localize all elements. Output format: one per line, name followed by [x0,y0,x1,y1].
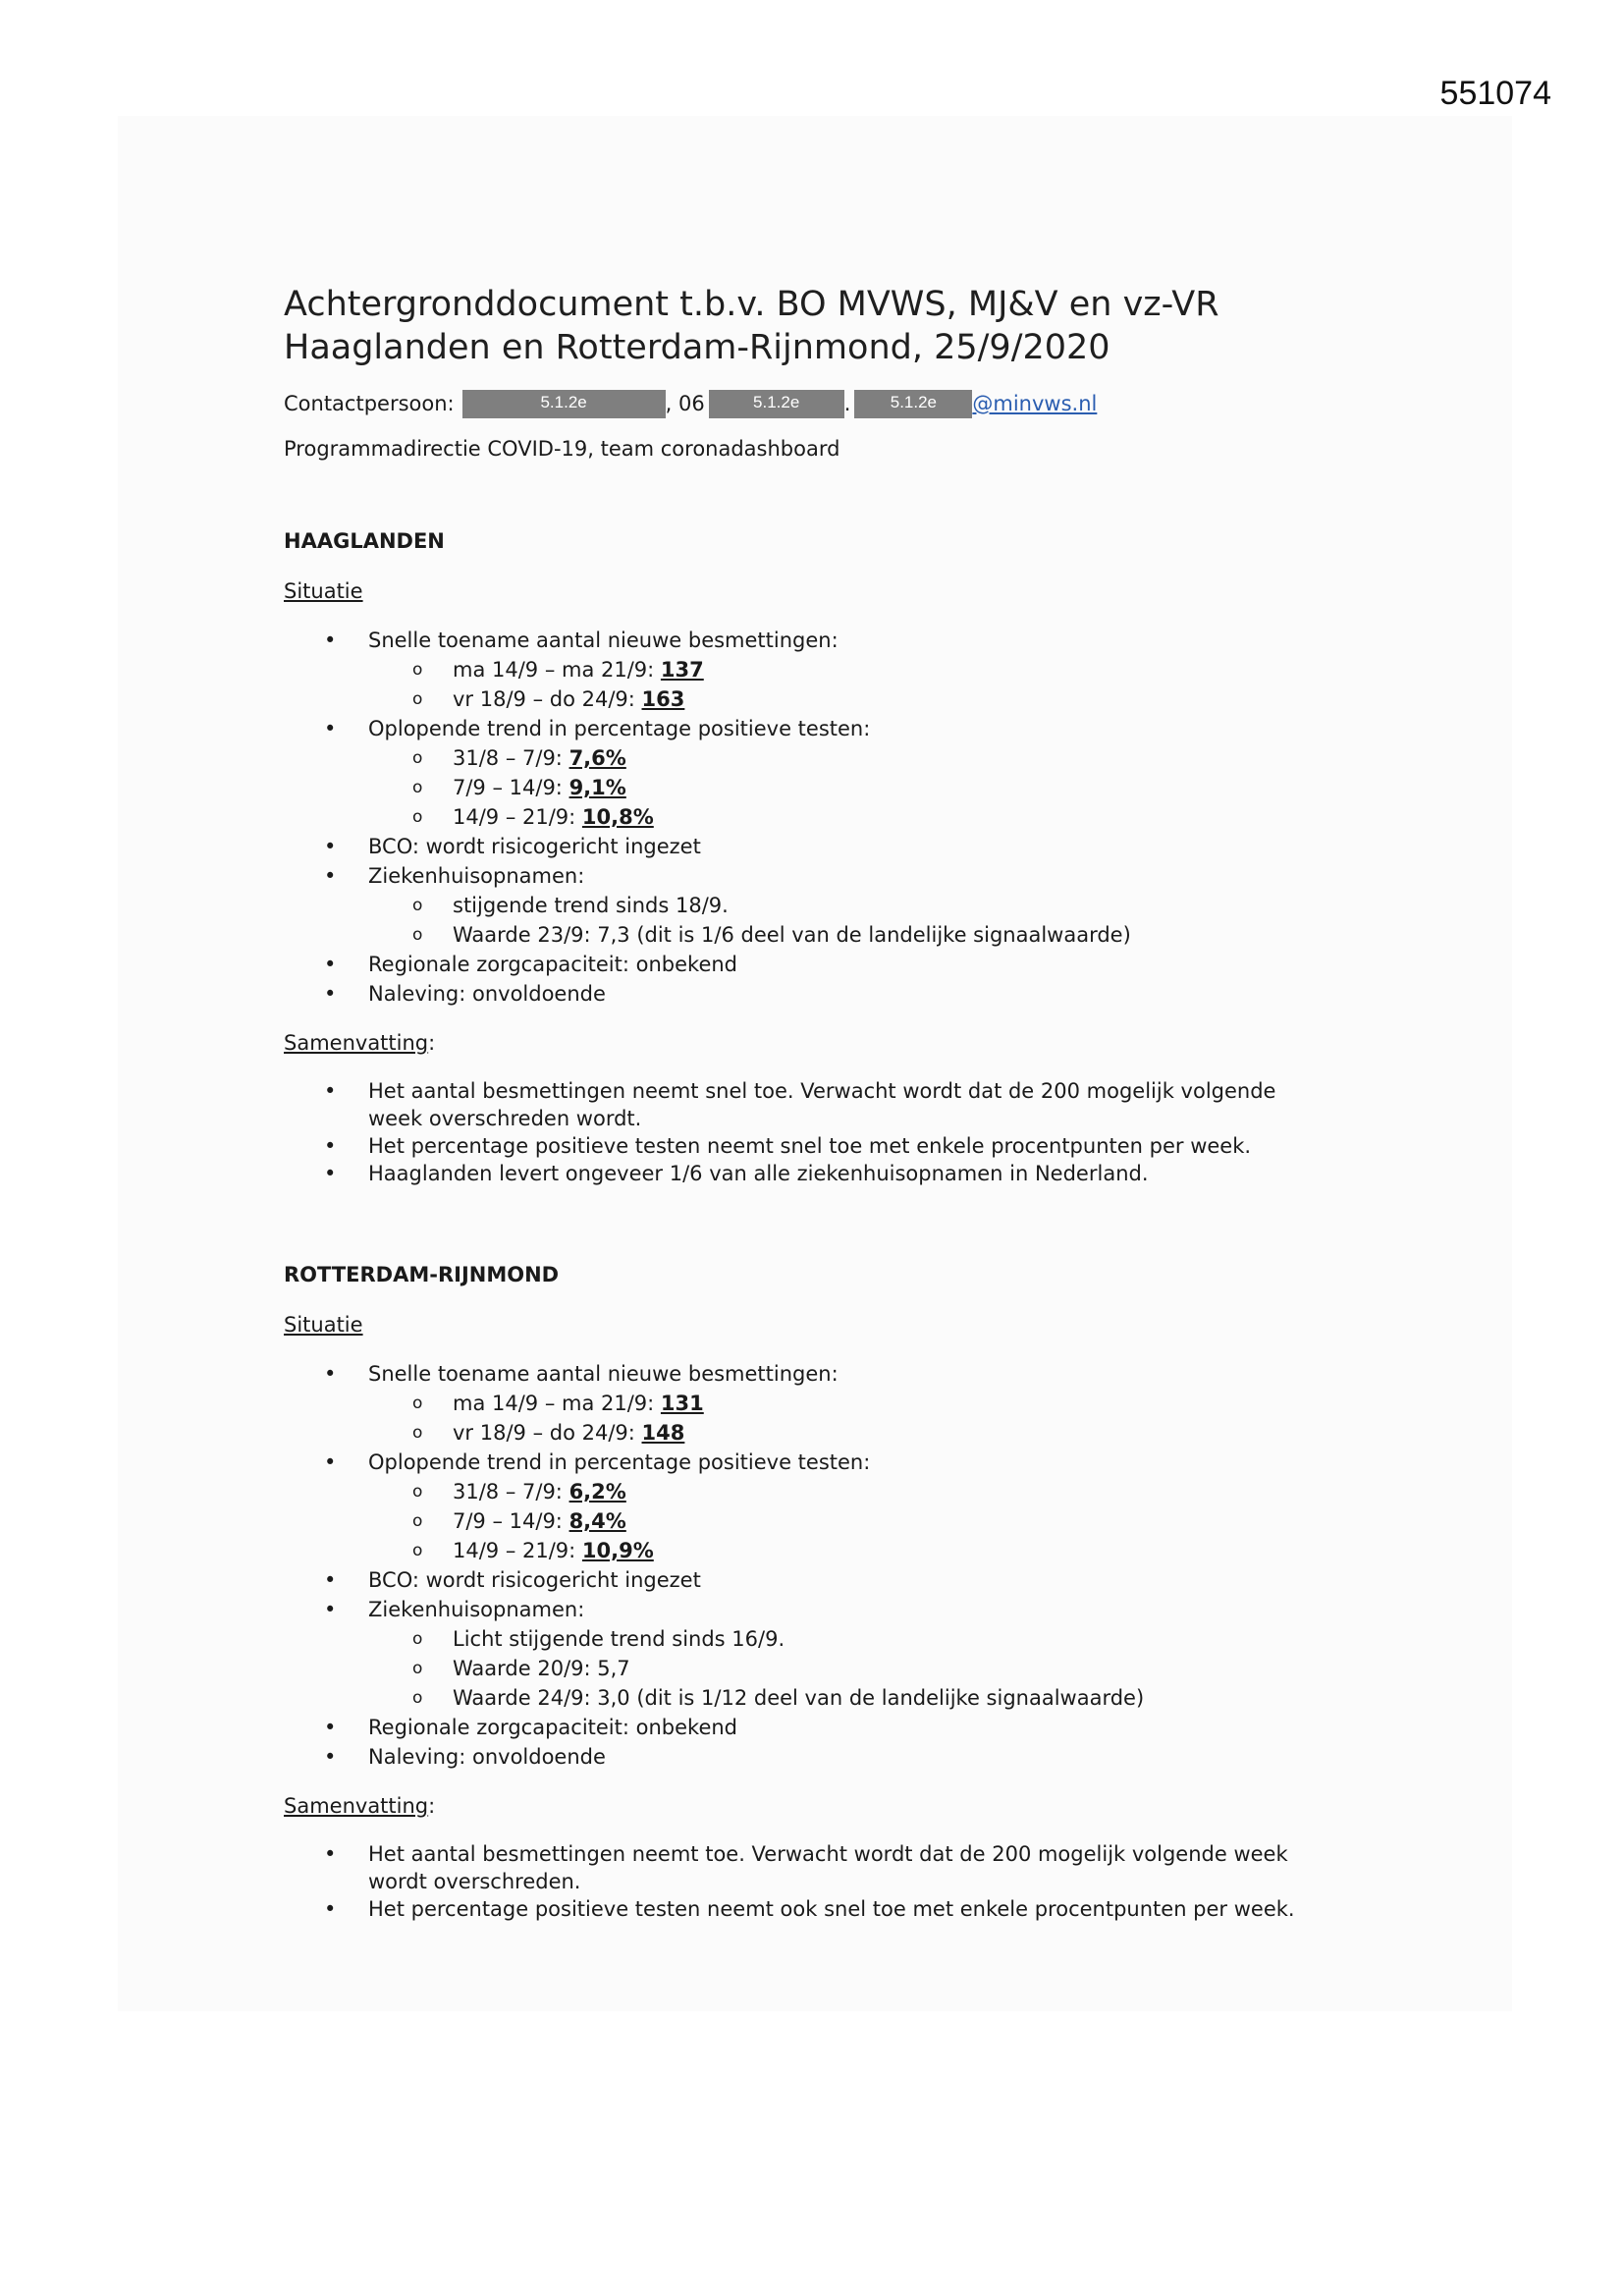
document-header [284,283,1364,464]
value: 10,9% [581,1539,654,1562]
samenvatting-heading: Samenvatting: [284,1031,436,1055]
list-item: • BCO: wordt risicogericht ingezet [324,835,701,858]
email-link[interactable]: @minvws.nl [972,392,1098,415]
list-item: • Naleving: onvoldoende [324,982,606,1006]
list-item: o 31/8 – 7/9: 6,2% [412,1480,626,1503]
list-item: • BCO: wordt risicogericht ingezet [324,1568,701,1592]
document-number: 551074 [1439,75,1551,112]
value: 148 [641,1421,685,1445]
document-title [284,283,1364,369]
program-line: Programmadirectie COVID-19, team coronadashboard [284,437,840,461]
situatie-heading: Situatie [284,579,363,603]
list-item: o Waarde 20/9: 5,7 [412,1657,630,1680]
list-item: o ma 14/9 – ma 21/9: 131 [412,1392,704,1415]
summary-list [284,1077,1315,1187]
situatie-list [284,1359,1364,1772]
list-item: • Regionale zorgcapaciteit: onbekend [324,1716,738,1739]
value: 131 [660,1392,704,1415]
list-item: • Haaglanden levert ongeveer 1/6 van alle ziekenhuisopnamen in Nederland. [324,1162,1149,1185]
value: 9,1% [568,776,626,799]
value: 10,8% [581,805,654,829]
situatie-heading: Situatie [284,1313,363,1337]
situatie-list [284,626,1364,1009]
list-item: • Naleving: onvoldoende [324,1745,606,1769]
list-item: o 31/8 – 7/9: 7,6% [412,746,626,770]
list-item: o Waarde 23/9: 7,3 (dit is 1/6 deel van de landelijke signaalwaarde) [412,923,1131,947]
contact-line [284,389,1364,418]
list-item: o Waarde 24/9: 3,0 (dit is 1/12 deel van de landelijke signaalwaarde) [412,1686,1145,1710]
contact-label: Contactpersoon: [284,392,455,415]
section-heading: HAAGLANDEN [284,529,445,553]
value: 7,6% [568,746,626,770]
summary-list [284,1840,1315,1923]
list-item: • Het percentage positieve testen neemt ook snel toe met enkele procentpunten per week. [324,1897,1295,1921]
title-line-2: Haaglanden en Rotterdam-Rijnmond, 25/9/2020 [284,328,1110,367]
list-item: o 7/9 – 14/9: 9,1% [412,776,626,799]
list-item: o vr 18/9 – do 24/9: 148 [412,1421,685,1445]
list-item: • Het percentage positieve testen neemt snel toe met enkele procentpunten per week. [324,1134,1252,1158]
list-item: • Oplopende trend in percentage positieve testen: o 31/8 – 7/9: 6,2% o 7/9 – 14/9: 8,4% o 14/9 – 21/9: 10,9% [284,1448,1364,1565]
section-rotterdam-rijnmond [284,1260,1364,1923]
list-item: o 14/9 – 21/9: 10,8% [412,805,654,829]
redaction-box: 5.1.2e [709,390,844,418]
list-item: • Het aantal besmettingen neemt toe. Verwacht wordt dat de 200 mogelijk volgende week wordt overschreden. [324,1842,1288,1893]
list-item: o stijgende trend sinds 18/9. [412,894,729,917]
value: 137 [660,658,704,682]
value: 8,4% [568,1509,626,1533]
value: 163 [641,687,685,711]
title-line-1: Achtergronddocument t.b.v. BO MVWS, MJ&V en vz-VR [284,285,1219,324]
list-item: o ma 14/9 – ma 21/9: 137 [412,658,704,682]
list-item: • Snelle toename aantal nieuwe besmettingen: o ma 14/9 – ma 21/9: 131 o vr 18/9 – do 24/9: 148 [284,1359,1364,1448]
list-item: • Het aantal besmettingen neemt snel toe. Verwacht wordt dat de 200 mogelijk volgende week overschreden wordt. [324,1079,1276,1130]
value: 6,2% [568,1480,626,1503]
section-haaglanden [284,526,1364,1187]
list-item: o vr 18/9 – do 24/9: 163 [412,687,685,711]
list-item: • Ziekenhuisopnamen: o Licht stijgende trend sinds 16/9. o Waarde 20/9: 5,7 o Waarde 24/9: 3,0 (dit is 1/12 deel van de landelijke signaalwaarde) [284,1595,1364,1713]
phone-prefix: , 06 [665,392,705,415]
list-item: o 14/9 – 21/9: 10,9% [412,1539,654,1562]
list-item: • Regionale zorgcapaciteit: onbekend [324,953,738,976]
list-item: o Licht stijgende trend sinds 16/9. [412,1627,785,1651]
separator: . [843,392,851,415]
redaction-box: 5.1.2e [854,390,972,418]
list-item: • Ziekenhuisopnamen: o stijgende trend sinds 18/9. o Waarde 23/9: 7,3 (dit is 1/6 deel van de landelijke signaalwaarde) [284,861,1364,950]
list-item: o 7/9 – 14/9: 8,4% [412,1509,626,1533]
redaction-box: 5.1.2e [462,390,666,418]
samenvatting-heading: Samenvatting: [284,1794,436,1818]
list-item: • Snelle toename aantal nieuwe besmettingen: o ma 14/9 – ma 21/9: 137 o vr 18/9 – do 24/9: 163 [284,626,1364,714]
section-heading: ROTTERDAM-RIJNMOND [284,1263,560,1286]
list-item: • Oplopende trend in percentage positieve testen: o 31/8 – 7/9: 7,6% o 7/9 – 14/9: 9,1% o 14/9 – 21/9: 10,8% [284,714,1364,832]
